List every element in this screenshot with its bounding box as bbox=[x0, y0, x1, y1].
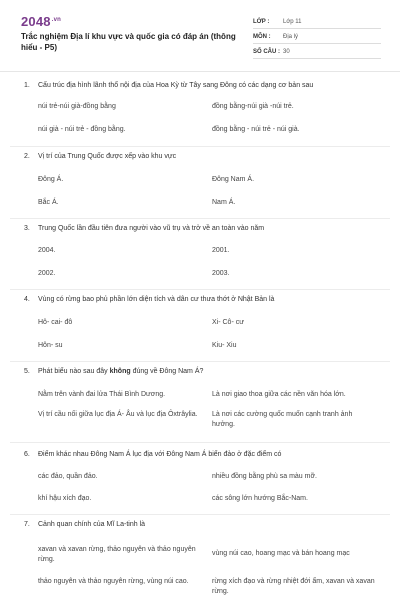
question-number: 3. bbox=[24, 225, 30, 232]
option-a[interactable]: núi trẻ-núi già-đồng bằng bbox=[38, 103, 116, 110]
meta-value: 30 bbox=[283, 49, 290, 55]
logo-text: 2048 bbox=[21, 14, 51, 29]
divider bbox=[10, 218, 390, 219]
question-number: 1. bbox=[24, 82, 30, 89]
question-number: 5. bbox=[24, 368, 30, 375]
divider bbox=[10, 361, 390, 362]
option-b[interactable]: 2001. bbox=[212, 247, 230, 254]
option-c[interactable]: Bắc Á. bbox=[38, 199, 59, 206]
option-d[interactable]: các sông lớn hướng Bắc-Nam. bbox=[212, 495, 308, 502]
question-text: Vùng có rừng bao phủ phần lớn diện tích và dân cư thưa thớt ở Nhật Bản là bbox=[38, 296, 275, 303]
option-c[interactable]: Vị trí cầu nối giữa lục địa Á- Âu và lục địa Ôxtrâylia. bbox=[38, 411, 198, 418]
option-b[interactable]: Đông Nam Á. bbox=[212, 176, 255, 183]
option-c[interactable]: 2002. bbox=[38, 270, 56, 277]
question-emphasis: không bbox=[109, 368, 131, 375]
question-number: 6. bbox=[24, 451, 30, 458]
divider bbox=[10, 146, 390, 147]
option-a[interactable]: các đảo, quần đảo. bbox=[38, 473, 98, 480]
option-c[interactable]: thảo nguyên và thảo nguyên rừng, vùng núi cao. bbox=[38, 578, 189, 585]
option-b[interactable]: nhiều đồng bằng phù sa màu mỡ. bbox=[212, 473, 317, 480]
question-text: Cấu trúc địa hình lãnh thổ nội địa của Hoa Kỳ từ Tây sang Đông có các dạng cơ bản sau bbox=[38, 82, 314, 89]
meta-grade bbox=[253, 16, 381, 29]
meta-label: LỚP : bbox=[253, 19, 270, 25]
meta-subject bbox=[253, 31, 381, 44]
divider bbox=[10, 514, 390, 515]
meta-question-count bbox=[253, 46, 381, 59]
option-d[interactable]: 2003. bbox=[212, 270, 230, 277]
logo-suffix: .vn bbox=[51, 16, 62, 23]
question-text: Trung Quốc lần đầu tiên đưa người vào vũ trụ và trở về an toàn vào năm bbox=[38, 225, 265, 232]
meta-label: SỐ CÂU : bbox=[253, 49, 280, 55]
option-c[interactable]: núi già - núi trẻ - đồng bằng. bbox=[38, 126, 126, 133]
option-b[interactable]: vùng núi cao, hoang mạc và bán hoang mạc bbox=[212, 550, 350, 557]
option-d[interactable]: rừng xích đạo và rừng nhiệt đới ẩm, xavan và xavan rừng. bbox=[212, 578, 375, 595]
question-text-part: đúng về Đông Nam Á? bbox=[130, 368, 204, 375]
option-d[interactable]: Nam Á. bbox=[212, 199, 236, 206]
option-c[interactable]: Hôn- su bbox=[38, 342, 63, 349]
header bbox=[0, 0, 400, 72]
question-text-part: Phát biểu nào sau đây bbox=[38, 368, 110, 375]
option-b[interactable]: đồng bằng-núi già -núi trẻ. bbox=[212, 103, 294, 110]
divider bbox=[10, 442, 390, 443]
option-a[interactable]: Đông Á. bbox=[38, 176, 64, 183]
meta-value: Địa lý bbox=[283, 34, 299, 40]
meta-value: Lớp 11 bbox=[283, 19, 302, 25]
question-number: 7. bbox=[24, 521, 30, 528]
option-d[interactable]: Là nơi các cường quốc muốn cạnh tranh ảnh hưởng. bbox=[212, 411, 353, 428]
question-text bbox=[38, 367, 370, 377]
option-a[interactable]: xavan và xavan rừng, thảo nguyên và thảo nguyên rừng. bbox=[38, 546, 196, 563]
option-b[interactable]: Là nơi giao thoa giữa các nền văn hóa lớn. bbox=[212, 391, 346, 398]
question-text: Vị trí của Trung Quốc được xếp vào khu vực bbox=[38, 153, 177, 160]
question-text: Điểm khác nhau Đông Nam Á lục địa với Đông Nam Á biển đảo ở đặc điểm có bbox=[38, 451, 282, 458]
page-title: Trắc nghiệm Địa lí khu vực và quốc gia có đáp án (thông hiểu - P5) bbox=[21, 32, 236, 52]
site-logo[interactable] bbox=[21, 14, 61, 29]
option-d[interactable]: Kiu- Xiu bbox=[212, 342, 237, 349]
option-d[interactable]: đồng bằng - núi trẻ - núi già. bbox=[212, 126, 300, 133]
option-a[interactable]: 2004. bbox=[38, 247, 56, 254]
option-c[interactable]: khí hậu xích đạo. bbox=[38, 495, 92, 502]
question-number: 4. bbox=[24, 296, 30, 303]
option-b[interactable]: Xi- Cô- cư bbox=[212, 319, 244, 326]
question-number: 2. bbox=[24, 153, 30, 160]
option-a[interactable]: Nằm trên vành đai lửa Thái Bình Dương. bbox=[38, 391, 166, 398]
question-text: Cảnh quan chính của Mĩ La-tinh là bbox=[38, 521, 146, 528]
divider bbox=[10, 289, 390, 290]
option-a[interactable]: Hô- cai- đô bbox=[38, 319, 73, 326]
meta-label: MÔN : bbox=[253, 34, 271, 40]
